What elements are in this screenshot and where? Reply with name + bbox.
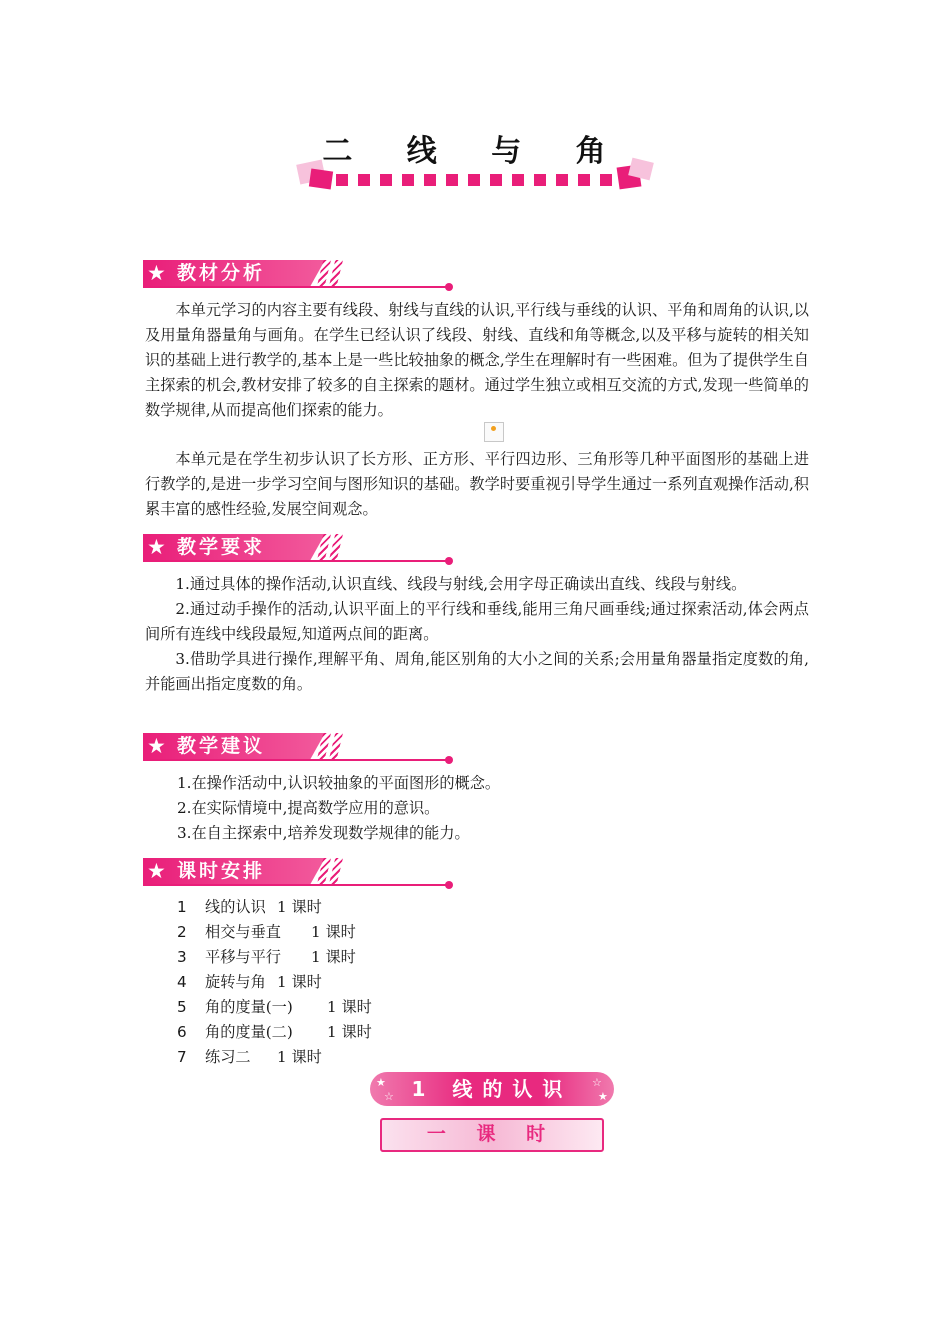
- star-icon: ☆: [592, 1076, 602, 1089]
- analysis-paragraph-1: 本单元学习的内容主要有线段、射线与直线的认识,平行线与垂线的认识、平角和周角的认识,以及用量角器量角与画角。在学生已经认识了线段、射线、直线和角等概念,以及平移与旋转的相关知识的基础上进行教学的,基本上是一些比较抽象的概念,学生在理解时有一些困难。但为了提供学生自主探索的机会,教材安排了较多的自主探索的题材。通过学生独立或相互交流的方式,发现一些简单的数学规律,从而提高他们探索的能力。: [145, 301, 809, 419]
- analysis-paragraph-2: 本单元是在学生初步认识了长方形、正方形、平行四边形、三角形等几种平面图形的基础上进行教学的,是进一步学习空间与图形知识的基础。教学时要重视引导学生通过一系列直观操作活动,积累丰富的感性经验,发展空间观念。: [145, 450, 809, 518]
- star-icon: ★: [147, 261, 166, 285]
- list-item: 3.借助学具进行操作,理解平角、周角,能区别角的大小之间的关系;会用量角器量指定度数的角,并能画出指定度数的角。: [145, 650, 809, 693]
- section-heading: 教学要求: [177, 536, 266, 558]
- section-header-requirements: [143, 534, 455, 566]
- lesson-title: 1 线的认识: [411, 1077, 573, 1101]
- star-icon: ★: [598, 1090, 608, 1103]
- page-title: 二 线 与 角: [322, 134, 628, 169]
- star-icon: ★: [147, 535, 166, 559]
- section-heading: 课时安排: [177, 860, 266, 882]
- list-item: 1.在操作活动中,认识较抽象的平面图形的概念。: [177, 774, 501, 792]
- section-header-analysis: [143, 260, 455, 292]
- section-heading: 教学建议: [177, 735, 266, 757]
- section-heading: 教材分析: [177, 262, 266, 284]
- period-label: 一 课 时: [426, 1123, 558, 1145]
- period-banner: [380, 1118, 604, 1152]
- star-icon: ★: [147, 734, 166, 758]
- star-icon: ☆: [384, 1090, 394, 1103]
- section-header-schedule: [143, 858, 455, 890]
- list-item: 3.在自主探索中,培养发现数学规律的能力。: [177, 824, 470, 842]
- list-item: 2.通过动手操作的活动,认识平面上的平行线和垂线,能用三角尺画垂线;通过探索活动,体会两点间所有连线中线段最短,知道两点间的距离。: [145, 600, 809, 643]
- list-item: 2.在实际情境中,提高数学应用的意识。: [177, 799, 440, 817]
- section-header-suggestions: [143, 733, 455, 765]
- title-decoration: [296, 156, 656, 196]
- star-icon: ★: [376, 1076, 386, 1089]
- placeholder-image-icon: [484, 422, 504, 442]
- requirements-list: [145, 572, 809, 697]
- star-icon: ★: [147, 859, 166, 883]
- suggestions-list: [177, 771, 500, 846]
- lesson-title-banner: [370, 1072, 614, 1106]
- list-item: 1.通过具体的操作活动,认识直线、线段与射线,会用字母正确读出直线、线段与射线。: [175, 575, 747, 593]
